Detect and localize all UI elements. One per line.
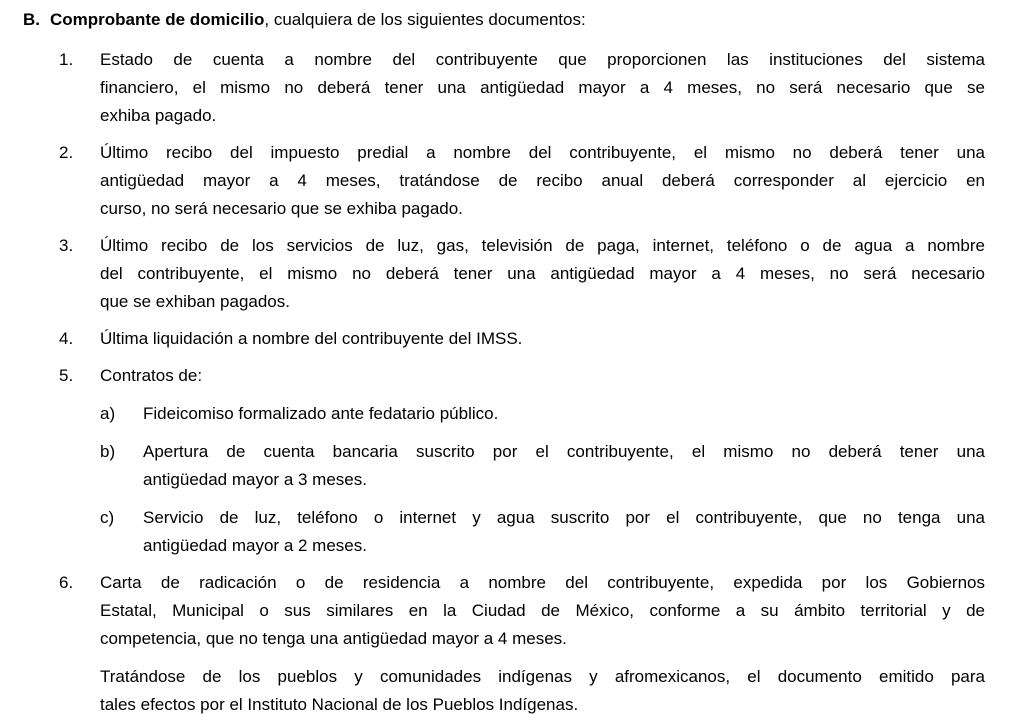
text-line: competencia, que no tenga una antigüedad mayor a 4 meses. <box>100 629 567 648</box>
text-line: tales efectos por el Instituto Nacional de los Pueblos Indígenas. <box>100 695 579 714</box>
text-line: Fideicomiso formalizado ante fedatario público. <box>143 404 499 423</box>
text-line: exhiba pagado. <box>100 106 217 125</box>
list-item-4 <box>59 325 985 353</box>
list-item-1 <box>59 46 985 130</box>
text-line: del contribuyente, el mismo no deberá tener una antigüedad mayor a 4 meses, no será necesario <box>100 264 985 283</box>
item-number: 6. <box>59 573 74 592</box>
section-title <box>50 6 985 34</box>
item-text <box>100 569 985 719</box>
subitem-letter: b) <box>100 442 116 461</box>
list-item-2 <box>59 139 985 223</box>
subitem-text <box>143 438 985 494</box>
list-item-5 <box>59 362 985 560</box>
subitem-text <box>143 504 985 560</box>
item-text <box>100 325 985 353</box>
item-text <box>100 362 985 560</box>
text-line: Servicio de luz, teléfono o internet y agua suscrito por el contribuyente, que no tenga una <box>143 508 985 527</box>
section-title-rest: , cualquiera de los siguientes documentos: <box>264 10 586 29</box>
text-line: financiero, el mismo no deberá tener una antigüedad mayor a 4 meses, no será necesario que se <box>100 78 985 97</box>
section-letter: B. <box>23 10 40 29</box>
subitem-text <box>143 400 985 428</box>
text-line: curso, no será necesario que se exhiba pagado. <box>100 199 463 218</box>
text-line: Tratándose de los pueblos y comunidades indígenas y afromexicanos, el documento emitido para <box>100 667 985 686</box>
text-line: Último recibo de los servicios de luz, gas, televisión de paga, internet, teléfono o de agua a nombre <box>100 236 985 255</box>
item-text <box>100 232 985 316</box>
item-number: 2. <box>59 143 74 162</box>
subitem-letter: c) <box>100 508 115 527</box>
text-line: antigüedad mayor a 2 meses. <box>143 536 367 555</box>
text-line: antigüedad mayor a 3 meses. <box>143 470 367 489</box>
list-item-3 <box>59 232 985 316</box>
item-number: 4. <box>59 329 74 348</box>
item-number: 5. <box>59 366 74 385</box>
list-item-6 <box>59 569 985 719</box>
text-line: antigüedad mayor a 4 meses, tratándose de recibo anual deberá corresponder al ejercicio en <box>100 171 985 190</box>
text-line: Estatal, Municipal o sus similares en la Ciudad de México, conforme a su ámbito territorial y de <box>100 601 985 620</box>
item-text <box>100 46 985 130</box>
item-number: 1. <box>59 50 74 69</box>
subitem-letter: a) <box>100 404 116 423</box>
section-heading <box>23 6 985 34</box>
sub-list-item-c <box>100 504 985 560</box>
text-line: Contratos de: <box>100 366 203 385</box>
text-line: Última liquidación a nombre del contribuyente del IMSS. <box>100 329 523 348</box>
item-6-extra-paragraph <box>100 663 985 719</box>
section-title-bold: Comprobante de domicilio <box>50 10 265 29</box>
sub-list-item-b <box>100 438 985 494</box>
text-line: Estado de cuenta a nombre del contribuyente que proporcionen las instituciones del sistema <box>100 50 985 69</box>
text-line: Apertura de cuenta bancaria suscrito por el contribuyente, el mismo no deberá tener una <box>143 442 985 461</box>
text-line: Carta de radicación o de residencia a nombre del contribuyente, expedida por los Gobiernos <box>100 573 985 592</box>
item-text <box>100 139 985 223</box>
text-line: Último recibo del impuesto predial a nombre del contribuyente, el mismo no deberá tener una <box>100 143 985 162</box>
item-number: 3. <box>59 236 74 255</box>
text-line: que se exhiban pagados. <box>100 292 290 311</box>
sub-list-item-a <box>100 400 985 428</box>
